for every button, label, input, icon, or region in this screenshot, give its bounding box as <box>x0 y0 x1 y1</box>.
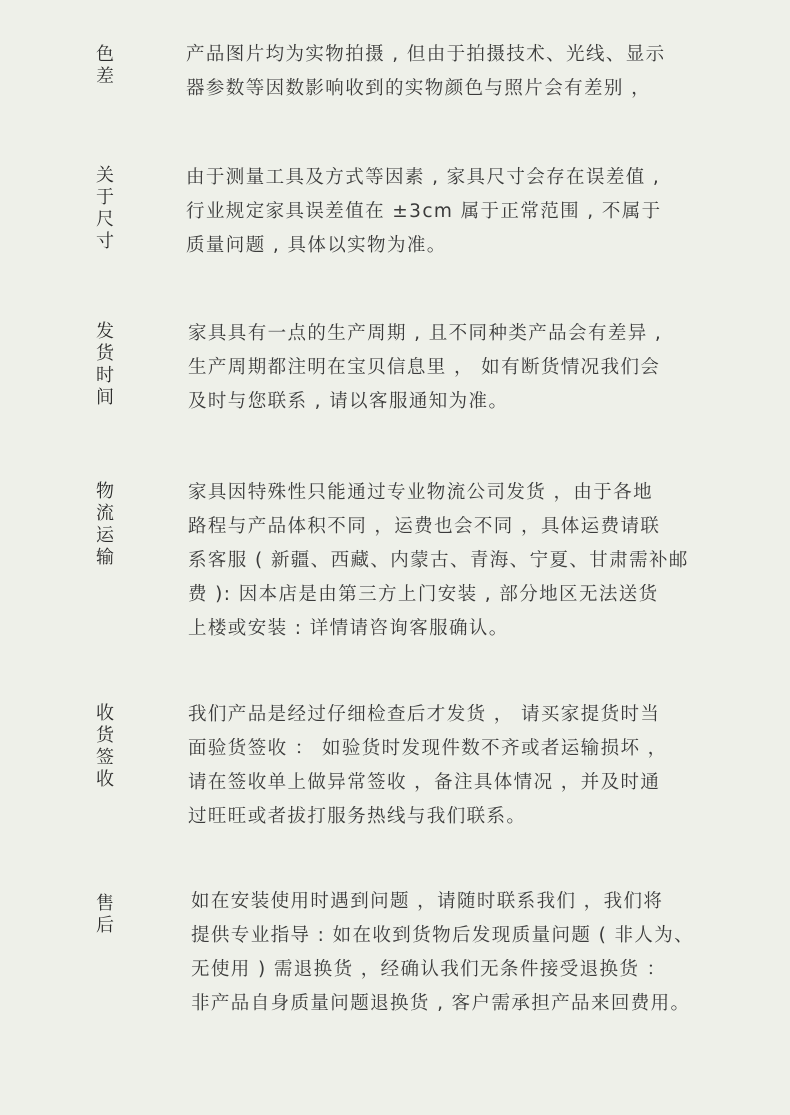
section-text: 由于测量工具及方式等因素 , 家具尺寸会存在误差值 , 行业规定家具误差值在 ±3cm 属于正常范围 , 不属于 质量问题 , 具体以实物为准。 <box>186 167 662 256</box>
section-text: 家具具有一点的生产周期 , 且不同种类产品会有差异 , 生产周期都注明在宝贝信息里 ， 如有断货情况我们会 及时与您联系 , 请以客服通知为准。 <box>188 323 663 412</box>
section-text: 产品图片均为实物拍摄 , 但由于拍摄技术、光线、显示 器参数等因数影响收到的实物颜色与照片会有差别 ， <box>186 44 666 99</box>
section-label: 收货签收 <box>96 703 114 790</box>
section-text: 我们产品是经过仔细检查后才发货 ， 请买家提货时当 面验货签收 ： 如验货时发现件数不齐或者运输损坏 ， 请在签收单上做异常签收 ，备注具体情况 ，并及时通 过旺旺或者拔打服务热线与我们联系。 <box>188 704 668 827</box>
section-text: 家具因特殊性只能通过专业物流公司发货 ，由于各地 路程与产品体积不同 ，运费也会不同 ，具体运费请联 系客服 ( 新疆、西藏、内蒙古、青海、宁夏、甘肃需补邮 费 ): 因本店是由第三方上门安装 , 部分地区无法送货 上楼或安装 : 详情请咨询客服确认。 <box>188 482 689 639</box>
section-label: 色差 <box>96 44 114 87</box>
section-label: 发货时间 <box>96 321 114 408</box>
section-label: 售后 <box>96 893 114 936</box>
section-label: 物流运输 <box>96 481 114 568</box>
section-label: 关于尺寸 <box>96 165 114 252</box>
section-text: 如在安装使用时遇到问题 ，请随时联系我们 ，我们将 提供专业指导 : 如在收到货物后发现质量问题 ( 非人为、 无使用 ) 需退换货 ，经确认我们无条件接受退换货 ： 非产品自身质量问题退换货 , 客户需承担产品来回费用。 <box>191 891 695 1014</box>
